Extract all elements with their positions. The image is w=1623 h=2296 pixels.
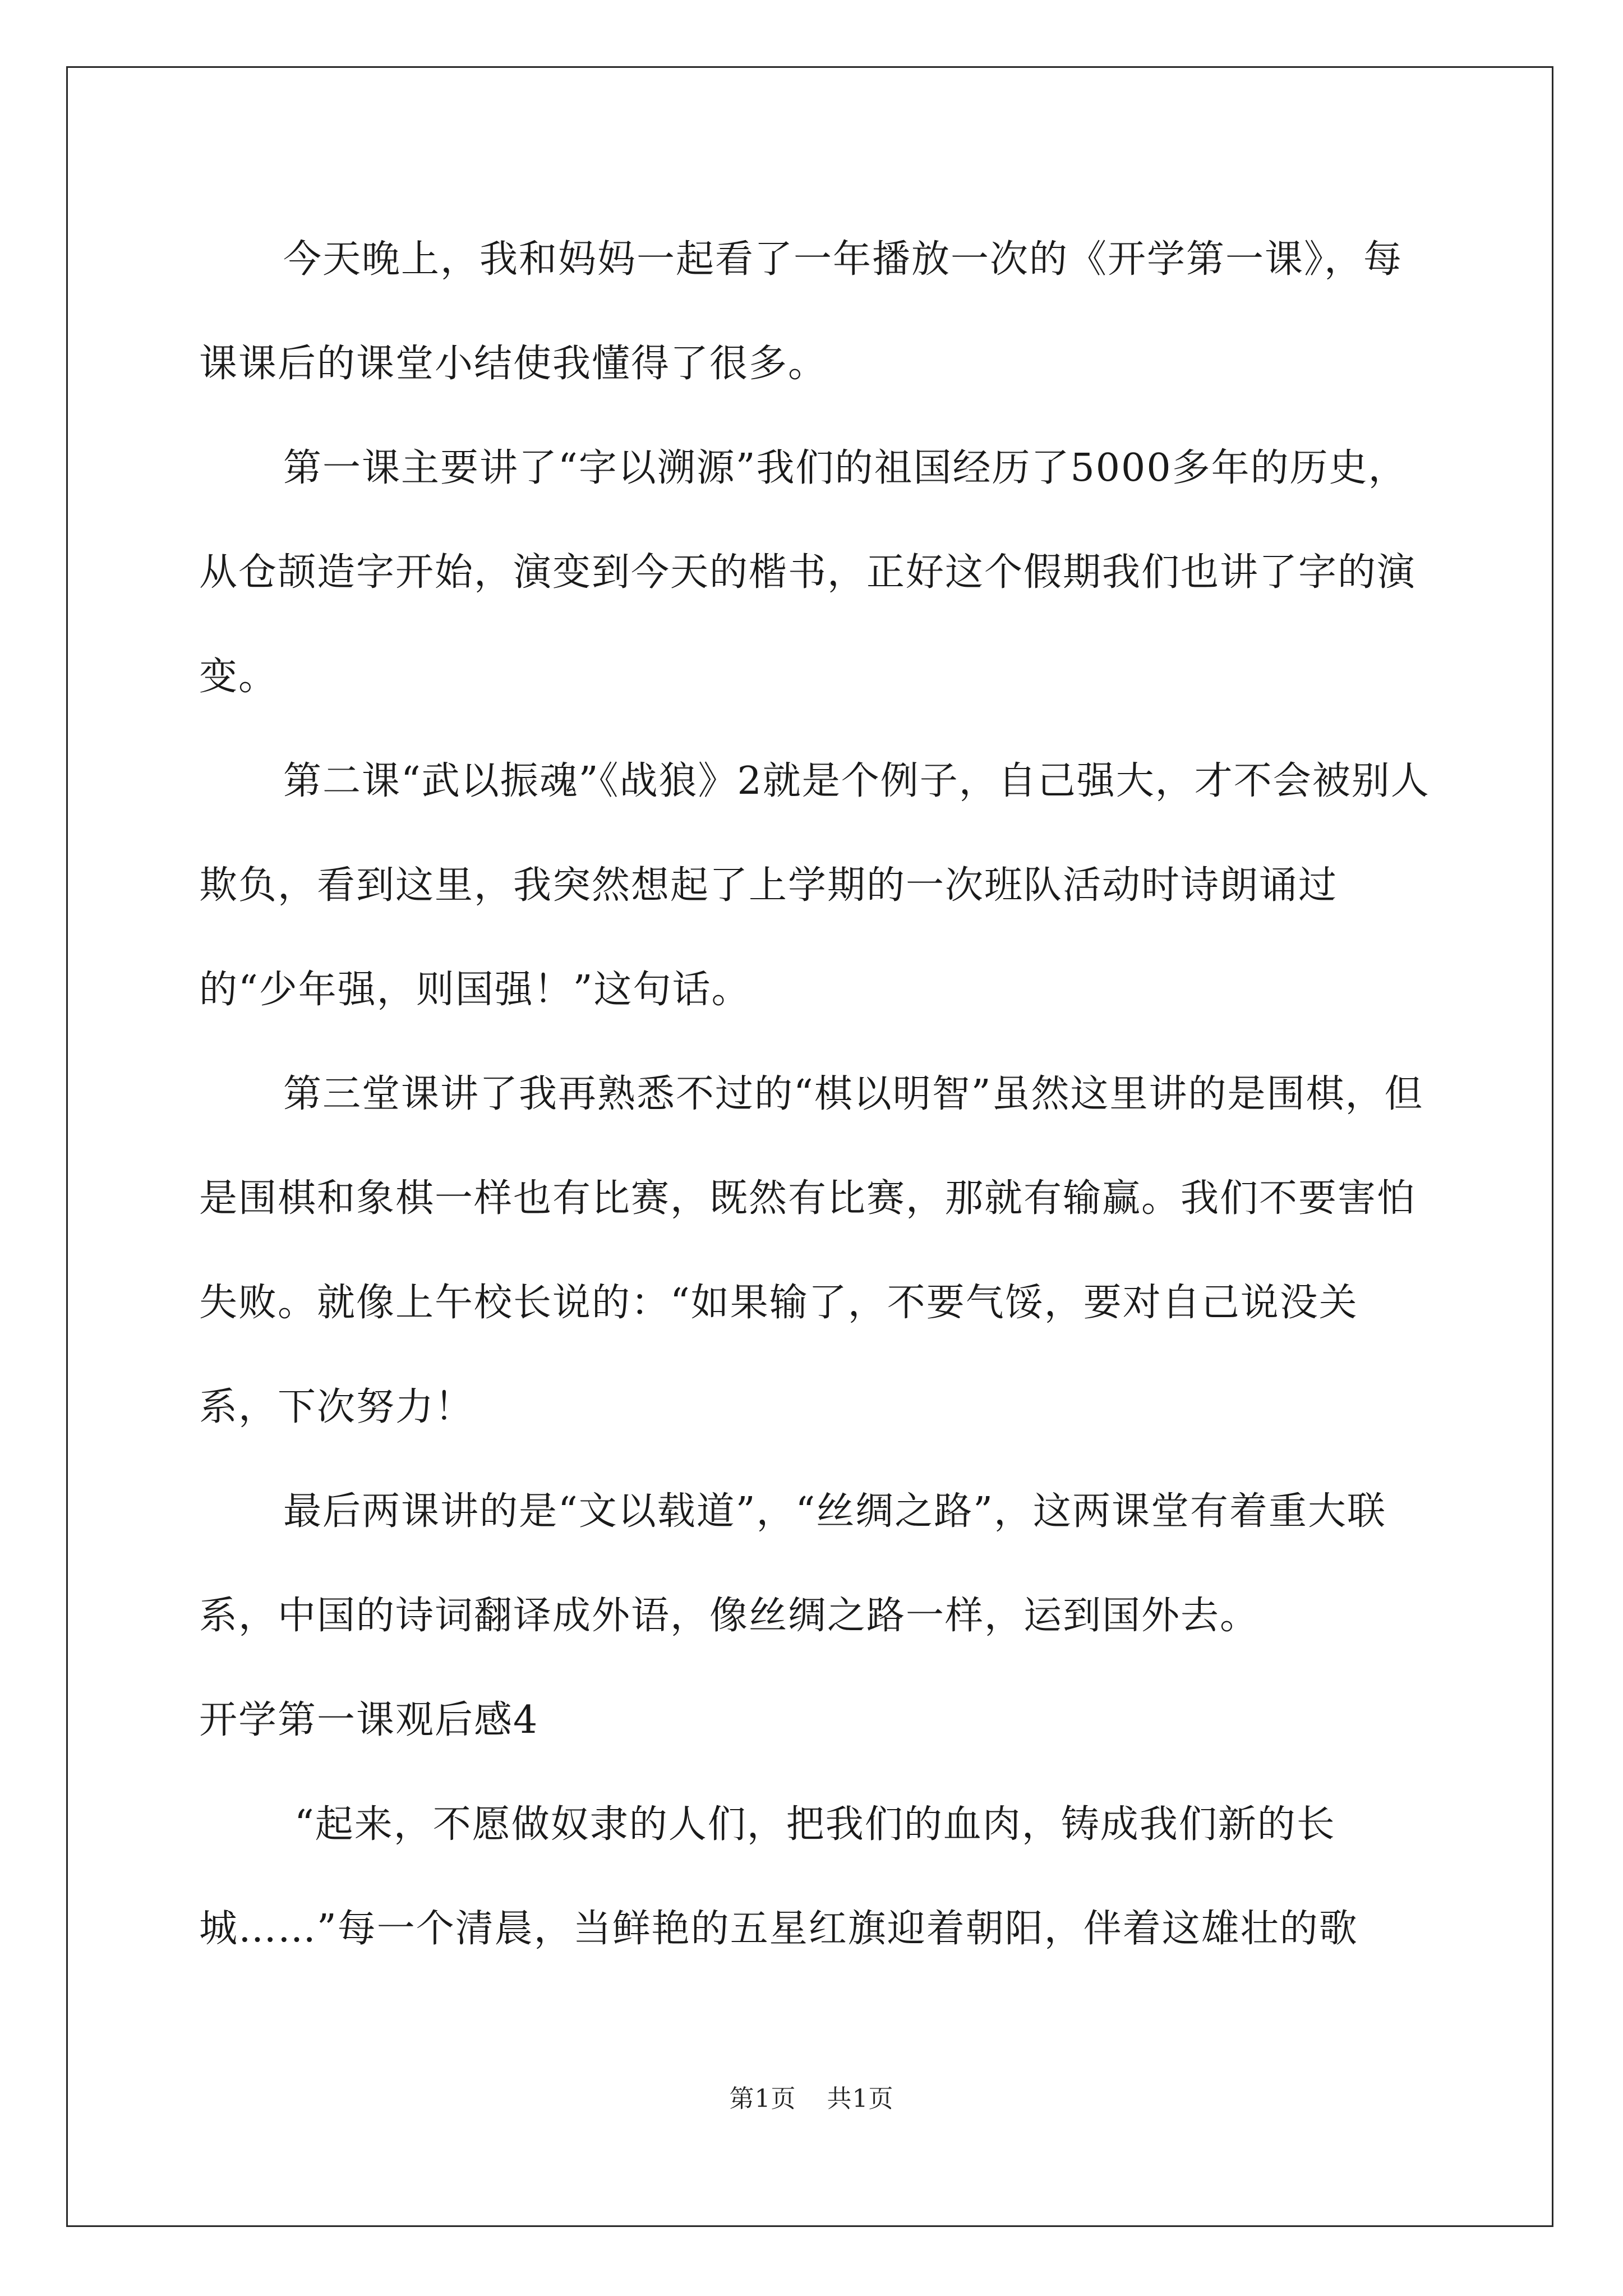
paragraph: 第二课“武以振魂”《战狼》2就是个例子，自己强大，才不会被别人欺负，看到这里，我突然想起了上学期的一次班队活动时诗朗诵过的“少年强，则国强！”这句话。	[199, 759, 1430, 1012]
page-total: 共1页	[827, 2085, 894, 2113]
paragraph: 最后两课讲的是“文以载道”，“丝绸之路”，这两课堂有着重大联系，中国的诗词翻译成外语，像丝绸之路一样，运到国外去。	[199, 1489, 1387, 1638]
page-footer	[0, 2078, 1623, 2114]
paragraph: 今天晚上，我和妈妈一起看了一年播放一次的《开学第一课》，每课课后的课堂小结使我懂得了很多。	[199, 237, 1403, 386]
section-heading: 开学第一课观后感4	[199, 1698, 539, 1742]
paragraph: 第一课主要讲了“字以溯源”我们的祖国经历了5000多年的历史，从仓颉造字开始，演变到今天的楷书，正好这个假期我们也讲了字的演变。	[199, 446, 1417, 699]
document-body	[199, 208, 1433, 1981]
page-number: 第1页	[729, 2085, 796, 2113]
paragraph: “起来，不愿做奴隶的人们，把我们的血肉，铸成我们新的长城……”每一个清晨，当鲜艳的五星红旗迎着朝阳，伴着这雄壮的歌	[199, 1802, 1358, 1951]
paragraph: 第三堂课讲了我再熟悉不过的“棋以明智”虽然这里讲的是围棋，但是围棋和象棋一样也有比赛，既然有比赛，那就有输赢。我们不要害怕失败。就像上午校长说的：“如果输了，不要气馁，要对自己说没关系，下次努力！	[199, 1072, 1424, 1429]
